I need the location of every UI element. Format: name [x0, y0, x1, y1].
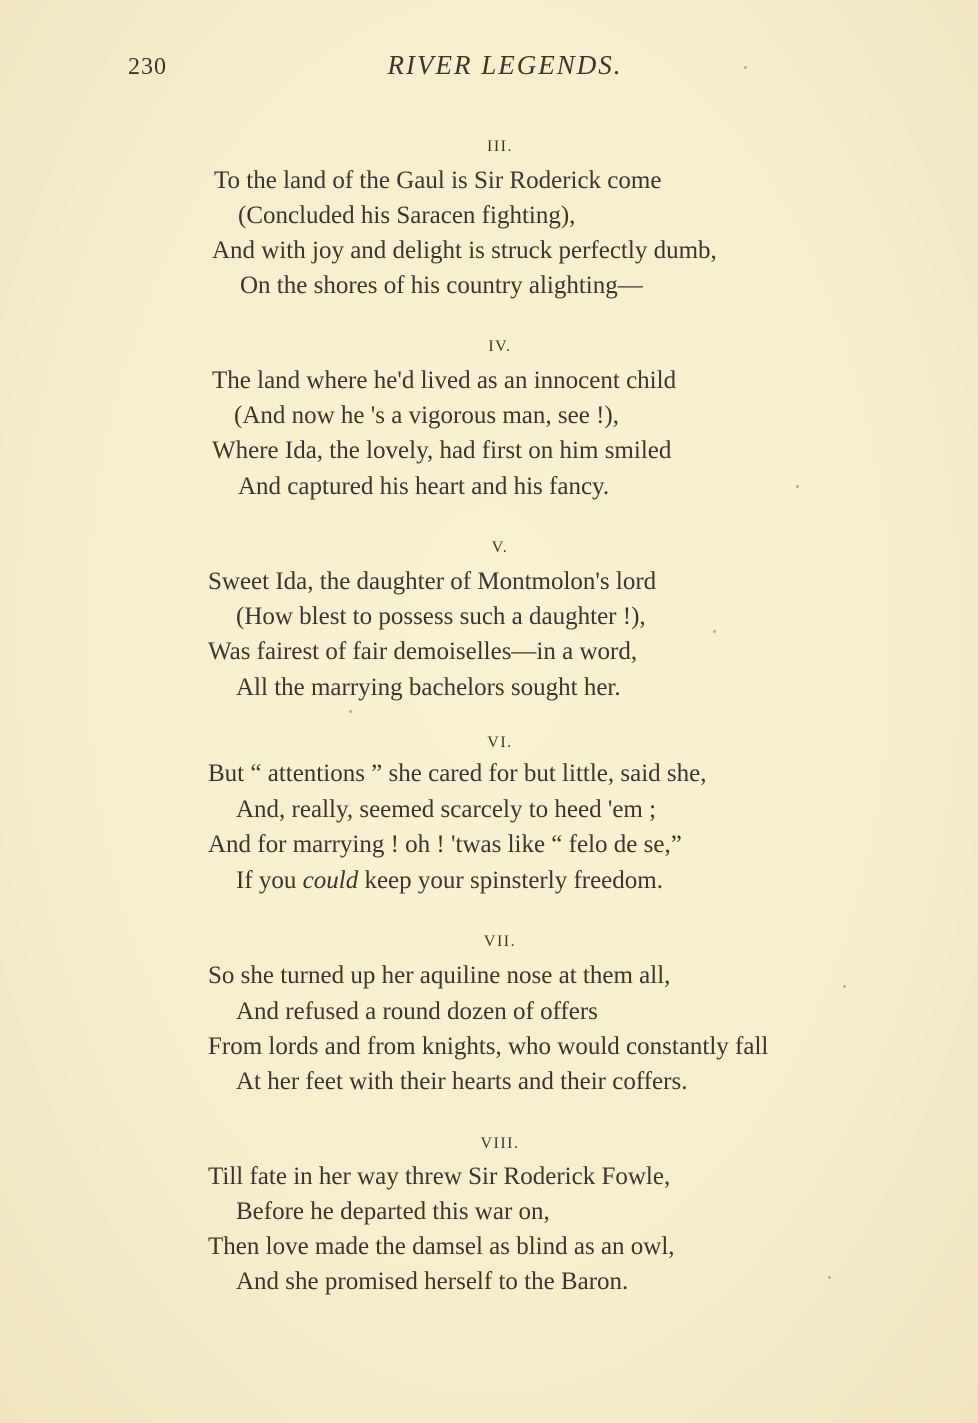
stanza-numeral: V. — [491, 539, 509, 556]
verse-line: And with joy and delight is struck perfectly dumb, — [212, 237, 717, 264]
verse-line: And captured his heart and his fancy. — [238, 473, 610, 500]
paper-speck — [713, 630, 716, 633]
stanza-numeral: VIII. — [480, 1135, 520, 1152]
verse-line: Till fate in her way threw Sir Roderick Fowle, — [208, 1163, 671, 1190]
verse-line: Before he departed this war on, — [236, 1198, 550, 1225]
paper-speck — [349, 710, 352, 713]
italic-emphasis: could — [302, 867, 359, 894]
page-number: 230 — [128, 54, 167, 80]
verse-line: And she promised herself to the Baron. — [236, 1268, 629, 1295]
verse-line: (How blest to possess such a daughter !), — [236, 603, 646, 630]
stanza-numeral: III. — [487, 138, 513, 155]
verse-line: If you could keep your spinsterly freedom. — [236, 867, 663, 894]
stanza-numeral: VI. — [487, 734, 513, 751]
paper-speck — [744, 66, 747, 69]
verse-line: All the marrying bachelors sought her. — [236, 674, 621, 701]
verse-line: And, really, seemed scarcely to heed 'em ; — [236, 796, 657, 823]
verse-line: And refused a round dozen of offers — [236, 998, 598, 1025]
running-title: RIVER LEGENDS. — [387, 50, 623, 80]
verse-line: Sweet Ida, the daughter of Montmolon's lord — [208, 568, 657, 595]
verse-line: And for marrying ! oh ! 'twas like “ felo de se,” — [208, 831, 682, 858]
verse-line: On the shores of his country alighting— — [240, 272, 643, 299]
verse-line: To the land of the Gaul is Sir Roderick come — [214, 167, 662, 194]
verse-line: Then love made the damsel as blind as an owl, — [208, 1233, 675, 1260]
paper-speck — [843, 985, 846, 988]
stanza-numeral: VII. — [483, 933, 517, 950]
verse-line: So she turned up her aquiline nose at them all, — [208, 962, 671, 989]
verse-line: But “ attentions ” she cared for but little, said she, — [208, 760, 707, 787]
verse-line: Where Ida, the lovely, had first on him smiled — [212, 437, 672, 464]
verse-line: (And now he 's a vigorous man, see !), — [234, 402, 619, 429]
verse-line: At her feet with their hearts and their coffers. — [236, 1068, 688, 1095]
paper-speck — [828, 1276, 831, 1279]
paper-speck — [796, 485, 799, 488]
verse-line: The land where he'd lived as an innocent child — [212, 367, 677, 394]
verse-line: From lords and from knights, who would constantly fall — [208, 1033, 769, 1060]
verse-line: Was fairest of fair demoiselles—in a word, — [208, 638, 638, 665]
verse-line: (Concluded his Saracen fighting), — [238, 202, 576, 229]
stanza-numeral: IV. — [488, 338, 512, 355]
